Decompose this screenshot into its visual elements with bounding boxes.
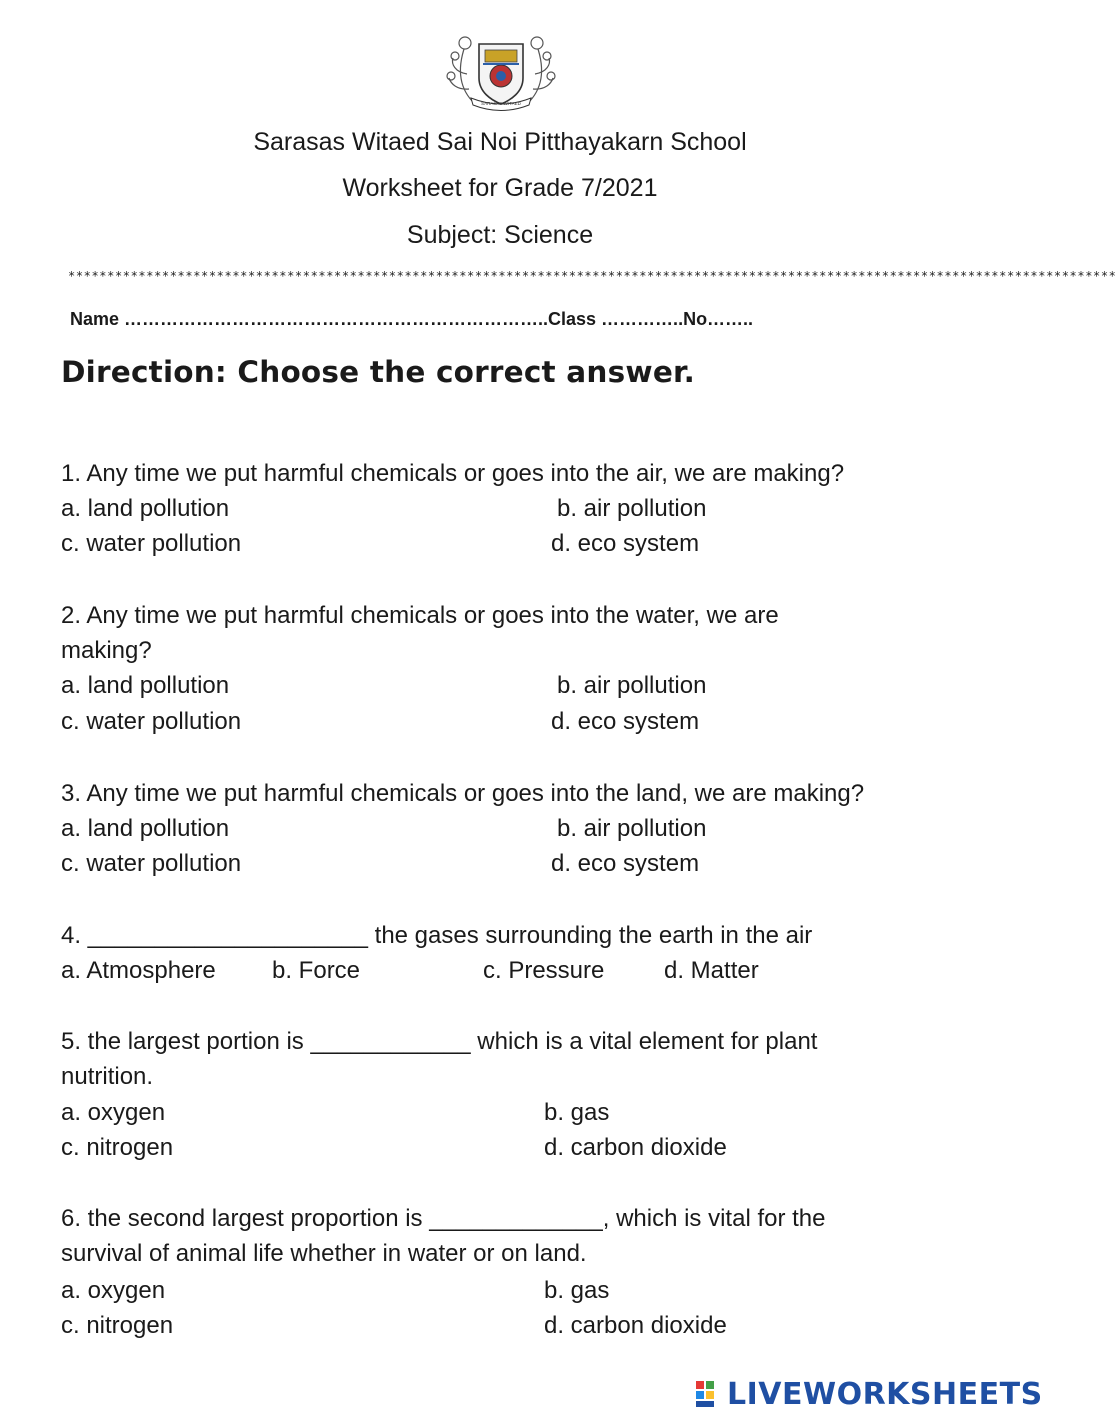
right-flower-branch xyxy=(527,37,555,104)
option-d[interactable]: d. eco system xyxy=(551,708,700,735)
option-b[interactable]: b. Force xyxy=(272,957,361,984)
option-c[interactable]: c. water pollution xyxy=(61,530,242,557)
question-text: 4. _____________________ the gases surrounding the earth in the air xyxy=(61,922,813,949)
question-text-continued: making? xyxy=(61,637,152,664)
option-a[interactable]: a. land pollution xyxy=(61,672,230,699)
option-d[interactable]: d. carbon dioxide xyxy=(544,1312,727,1339)
option-b[interactable]: b. air pollution xyxy=(557,495,707,522)
crest-motto: SARASAS WITAED xyxy=(481,101,521,106)
question-text: 2. Any time we put harmful chemicals or goes into the water, we are xyxy=(61,602,779,629)
option-c[interactable]: c. Pressure xyxy=(483,957,605,984)
school-name: Sarasas Witaed Sai Noi Pitthayakarn School xyxy=(253,128,747,156)
liveworksheets-brand[interactable] xyxy=(695,1374,1043,1414)
option-a[interactable]: a. Atmosphere xyxy=(61,957,216,984)
option-b[interactable]: b. air pollution xyxy=(557,672,707,699)
option-c[interactable]: c. nitrogen xyxy=(61,1312,174,1339)
question-text: 5. the largest portion is ____________ which is a vital element for plant xyxy=(61,1028,818,1055)
option-d[interactable]: d. carbon dioxide xyxy=(544,1134,727,1161)
option-c[interactable]: c. nitrogen xyxy=(61,1134,174,1161)
option-a[interactable]: a. oxygen xyxy=(61,1099,166,1126)
subject-line: Subject: Science xyxy=(406,221,594,249)
option-a[interactable]: a. land pollution xyxy=(61,495,230,522)
question-text: 1. Any time we put harmful chemicals or goes into the air, we are making? xyxy=(61,460,845,487)
question-text: 6. the second largest proportion is _____________, which is vital for the xyxy=(61,1205,826,1232)
left-flower-branch xyxy=(447,37,475,104)
question-text: 3. Any time we put harmful chemicals or goes into the land, we are making? xyxy=(61,780,865,807)
option-b[interactable]: b. gas xyxy=(544,1277,610,1304)
option-d[interactable]: d. Matter xyxy=(664,957,759,984)
worksheet-title: Worksheet for Grade 7/2021 xyxy=(342,174,658,202)
name-class-no-line: Name ……………………………………………………………..Class …………..No…….. xyxy=(70,309,754,329)
option-d[interactable]: d. eco system xyxy=(551,850,700,877)
option-a[interactable]: a. land pollution xyxy=(61,815,230,842)
option-b[interactable]: b. gas xyxy=(544,1099,610,1126)
option-c[interactable]: c. water pollution xyxy=(61,850,242,877)
liveworksheets-wordmark: LIVEWORKSHEETS xyxy=(727,1376,1043,1412)
liveworksheets-logo-icon xyxy=(695,1379,725,1409)
question-text-continued: nutrition. xyxy=(61,1063,154,1090)
option-a[interactable]: a. oxygen xyxy=(61,1277,166,1304)
option-b[interactable]: b. air pollution xyxy=(557,815,707,842)
question-text-continued: survival of animal life whether in water or on land. xyxy=(61,1240,587,1267)
school-crest xyxy=(445,34,557,110)
divider-line: ************************************************************************************************************************************** xyxy=(68,269,1117,283)
direction-heading: Direction: Choose the correct answer. xyxy=(61,355,695,389)
option-c[interactable]: c. water pollution xyxy=(61,708,242,735)
option-d[interactable]: d. eco system xyxy=(551,530,700,557)
